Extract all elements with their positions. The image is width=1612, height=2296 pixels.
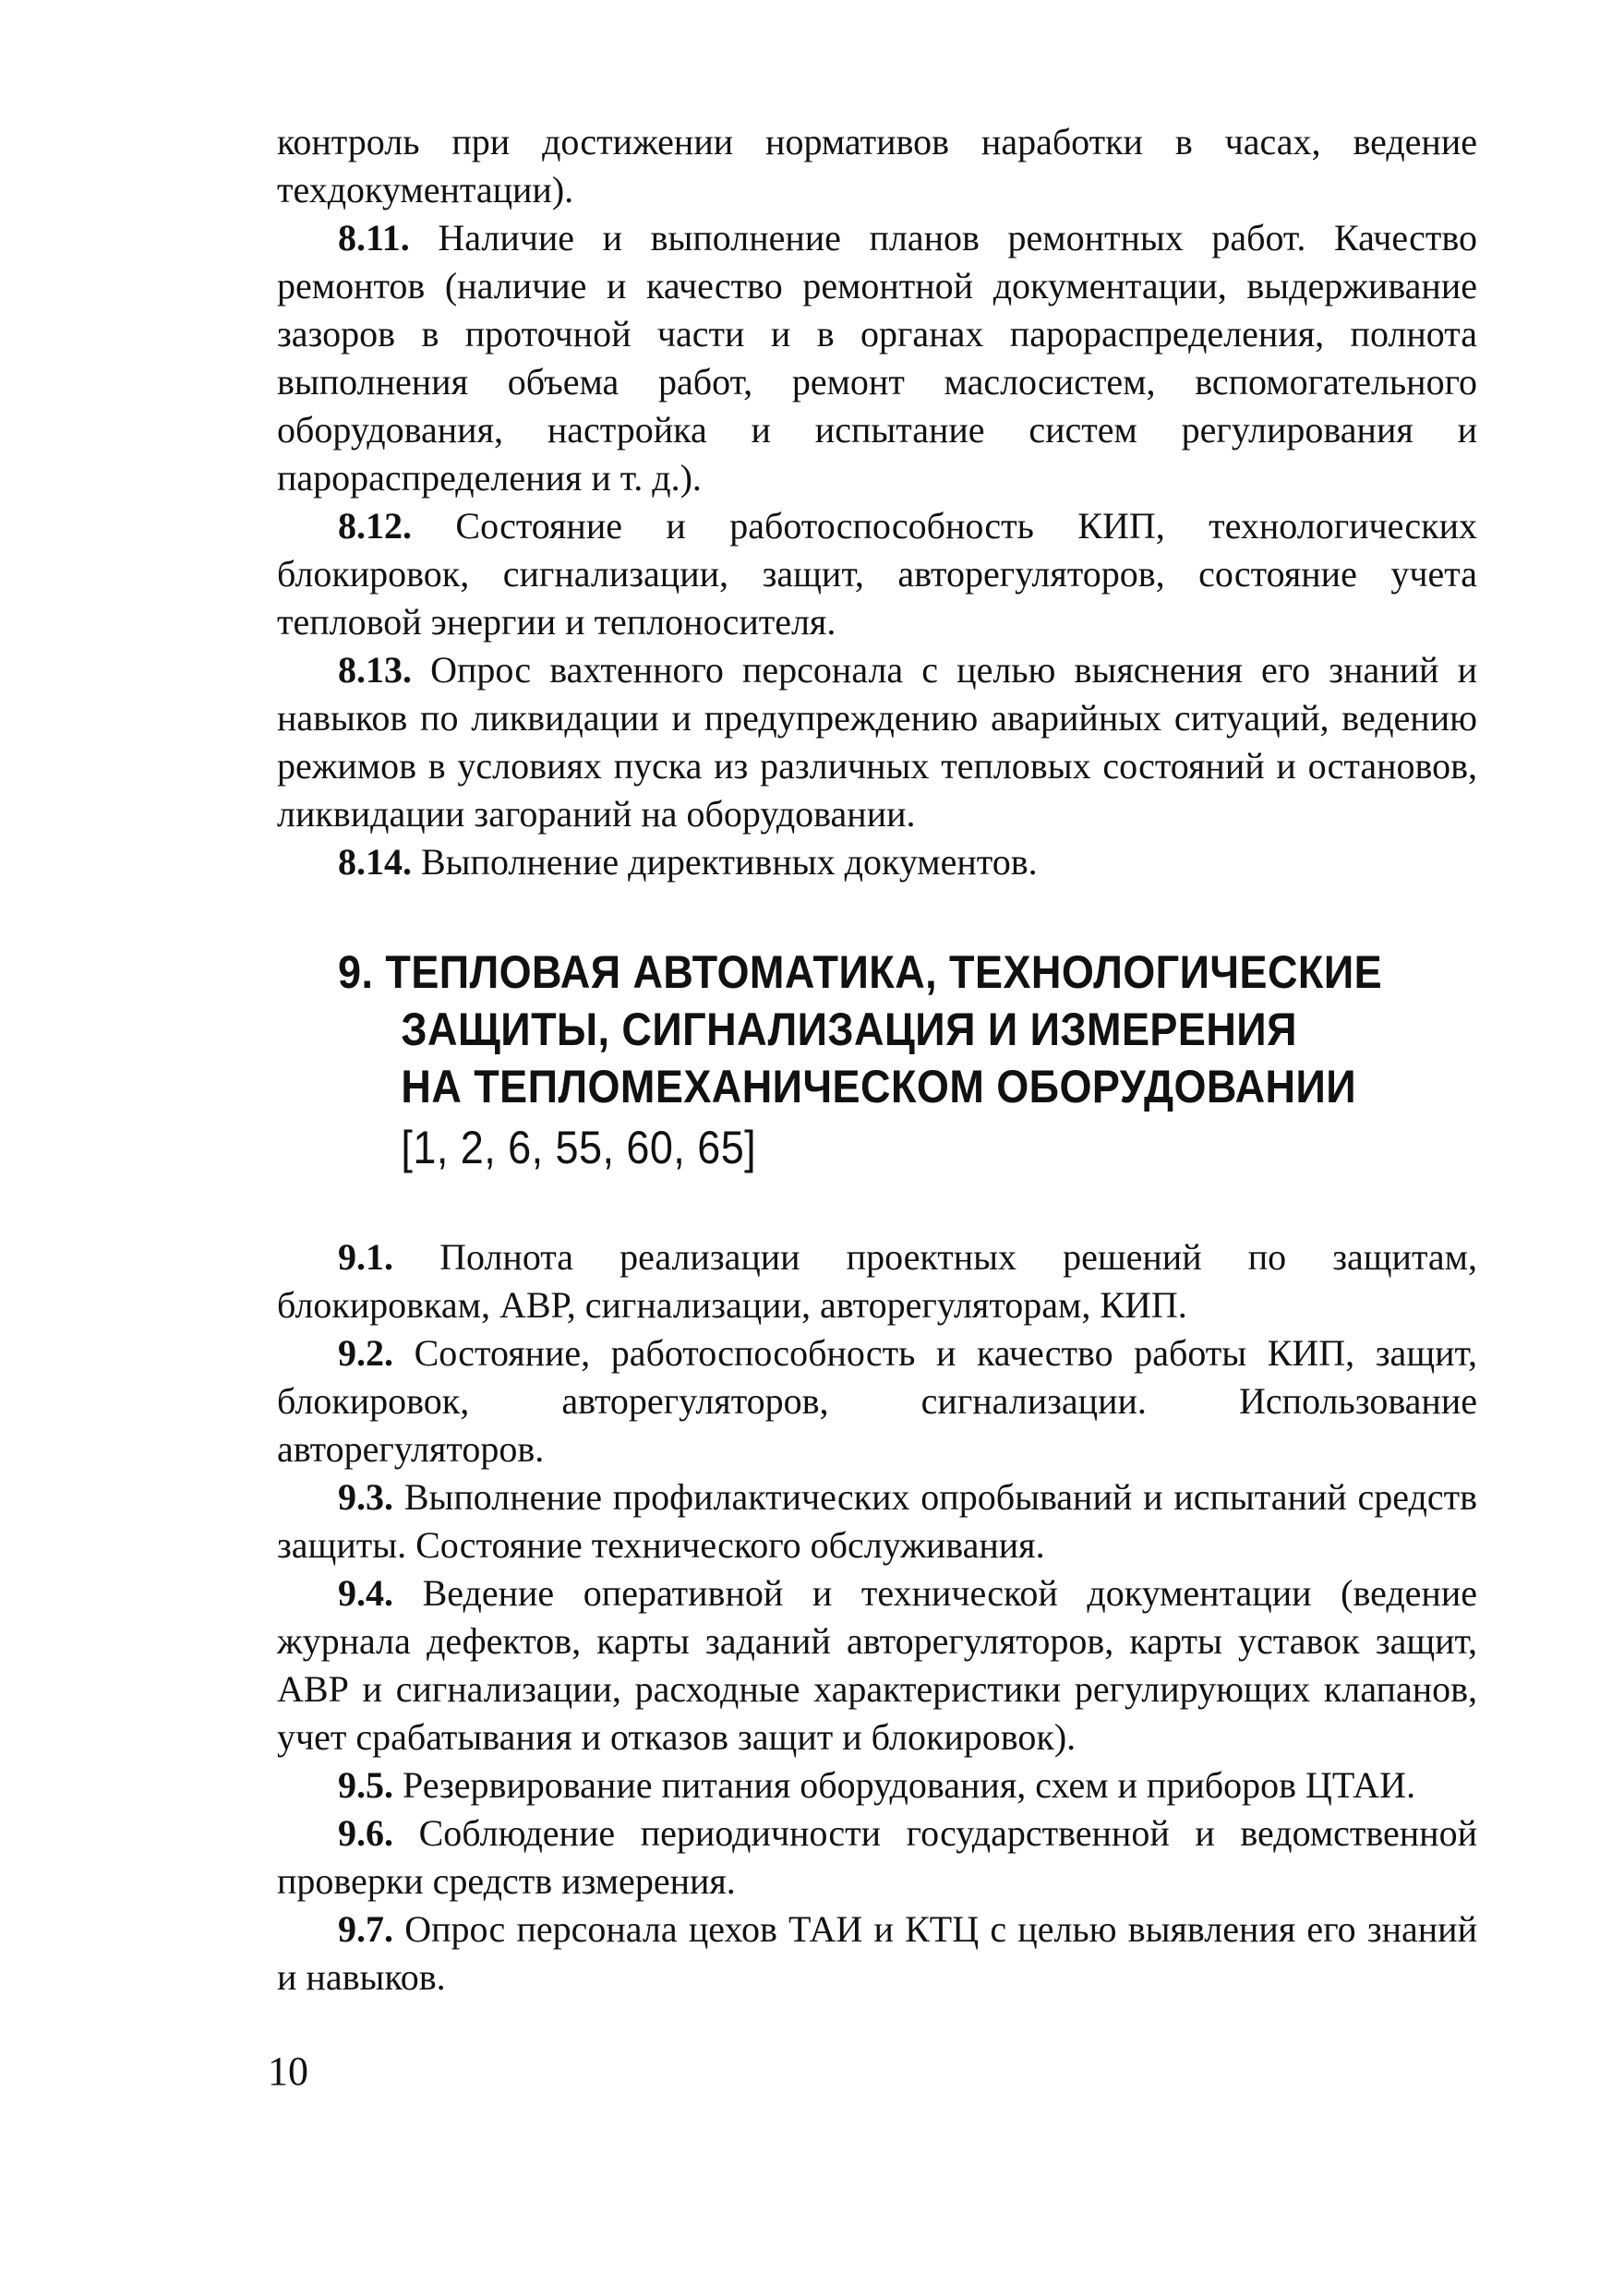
item-text: Соблюдение периодичности государственной и ведомственной проверки средств измерения. <box>277 1812 1477 1902</box>
item-9-5 <box>277 1761 1477 1809</box>
item-number: 9.3. <box>338 1476 393 1518</box>
item-text: Опрос персонала цехов ТАИ и КТЦ с целью выявления его знаний и навыков. <box>277 1908 1477 1998</box>
item-number: 8.12. <box>338 505 412 547</box>
item-8-11 <box>277 214 1477 502</box>
item-number: 9.7. <box>338 1908 393 1950</box>
item-text: Опрос вахтенного персонала с целью выяснения его знаний и навыков по ликвидации и предупреждению аварийных ситуаций, ведению режимов в условиях пуска из различных тепловых состояний и остановов, ликвидации загораний на оборудовании. <box>277 649 1477 835</box>
document-page <box>277 118 1477 2001</box>
item-text: Резервирование питания оборудования, схем и приборов ЦТАИ. <box>393 1764 1416 1806</box>
section-heading <box>338 944 1435 1176</box>
item-number: 9.1. <box>338 1236 393 1278</box>
item-9-7 <box>277 1905 1477 2001</box>
item-8-12 <box>277 502 1477 646</box>
item-number: 8.14. <box>338 841 412 883</box>
section-heading-line-2: ЗАЩИТЫ, СИГНАЛИЗАЦИЯ И ИЗМЕРЕНИЯ <box>401 1004 1297 1055</box>
page-number: 10 <box>268 2049 308 2094</box>
item-text: Ведение оперативной и технической документации (ведение журнала дефектов, карты заданий авторегуляторов, карты уставок защит, АВР и сигнализации, расходные характеристики регулирующих клапанов, учет срабатывания и отказов защит и блокировок). <box>277 1572 1477 1758</box>
item-8-13 <box>277 646 1477 838</box>
item-text: Состояние и работоспособность КИП, технологических блокировок, сигнализации, защит, авторегуляторов, состояние учета тепловой энергии и теплоносителя. <box>277 505 1477 643</box>
continuation-paragraph: контроль при достижении нормативов наработки в часах, ведение техдокументации). <box>277 121 1477 210</box>
item-number: 9.5. <box>338 1764 393 1806</box>
item-9-3 <box>277 1473 1477 1569</box>
item-9-2 <box>277 1329 1477 1473</box>
item-8-14 <box>277 838 1477 886</box>
item-9-4 <box>277 1569 1477 1761</box>
item-number: 8.13. <box>338 649 412 691</box>
item-number: 9.4. <box>338 1572 393 1614</box>
item-number: 9.6. <box>338 1812 393 1854</box>
item-text: Полнота реализации проектных решений по защитам, блокировкам, АВР, сигнализации, авторегуляторам, КИП. <box>277 1236 1477 1326</box>
item-number: 9.2. <box>338 1332 393 1374</box>
item-text: Наличие и выполнение планов ремонтных работ. Качество ремонтов (наличие и качество ремонтной документации, выдерживание зазоров в проточной части и в органах парораспределения, полнота выполнения объема работ, ремонт маслосистем, вспомогательного оборудования, настройка и испытание систем регулирования и парораспределения и т. д.). <box>277 217 1477 499</box>
section-heading-line-1: 9. ТЕПЛОВАЯ АВТОМАТИКА, ТЕХНОЛОГИЧЕСКИЕ <box>338 946 1383 998</box>
item-9-1 <box>277 1233 1477 1329</box>
item-number: 8.11. <box>338 217 410 258</box>
section-heading-line-3: НА ТЕПЛОМЕХАНИЧЕСКОМ ОБОРУДОВАНИИ <box>401 1061 1357 1112</box>
item-9-6 <box>277 1809 1477 1905</box>
section-9-items <box>277 1233 1477 2001</box>
section-references: [1, 2, 6, 55, 60, 65] <box>401 1122 757 1173</box>
item-text: Выполнение директивных документов. <box>412 841 1038 883</box>
item-text: Состояние, работоспособность и качество работы КИП, защит, блокировок, авторегуляторов, сигнализации. Использование авторегуляторов. <box>277 1332 1477 1470</box>
item-text: Выполнение профилактических опробываний и испытаний средств защиты. Состояние технического обслуживания. <box>277 1476 1477 1566</box>
